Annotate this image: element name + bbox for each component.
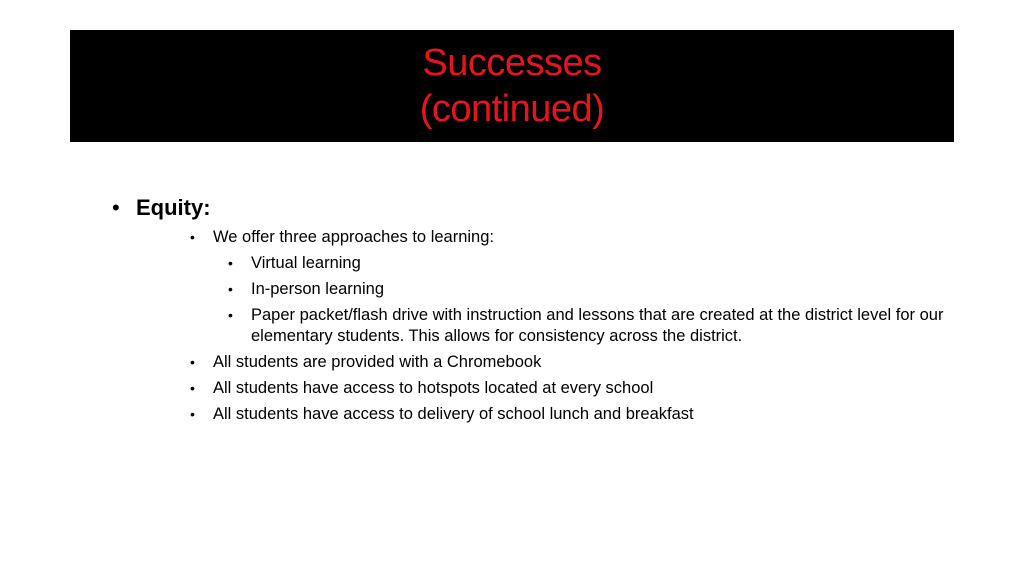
point-hotspots: All students have access to hotspots located at every school <box>213 379 654 397</box>
bullet-icon: • <box>190 229 195 245</box>
approaches-intro: We offer three approaches to learning: <box>213 228 494 246</box>
list-item <box>228 253 972 274</box>
approach-paper-packet: Paper packet/flash drive with instruction and lessons that are created at the district level for our elementary students. This allows for consistency across the district. <box>251 306 944 345</box>
slide-title-line-1: Successes <box>422 42 602 84</box>
approach-virtual: Virtual learning <box>251 254 361 272</box>
equity-heading: Equity: <box>136 195 211 220</box>
list-item <box>228 279 972 300</box>
list-item <box>190 378 972 399</box>
bullet-icon: • <box>190 354 195 370</box>
title-bar <box>70 30 954 142</box>
bullet-icon: • <box>190 380 195 396</box>
slide-title-line-2: (continued) <box>419 88 605 130</box>
slide-content <box>112 193 972 430</box>
bullet-icon: • <box>228 307 233 323</box>
point-chromebook: All students are provided with a Chromebook <box>213 353 542 371</box>
bullet-icon: • <box>228 281 233 297</box>
bullet-icon: • <box>112 195 120 220</box>
bullet-icon: • <box>190 406 195 422</box>
list-item <box>228 305 972 347</box>
list-item <box>190 352 972 373</box>
equity-heading-item <box>112 193 972 223</box>
list-item <box>190 227 972 248</box>
approach-in-person: In-person learning <box>251 280 384 298</box>
point-lunch-delivery: All students have access to delivery of school lunch and breakfast <box>213 405 694 423</box>
list-item <box>190 404 972 425</box>
bullet-icon: • <box>228 255 233 271</box>
